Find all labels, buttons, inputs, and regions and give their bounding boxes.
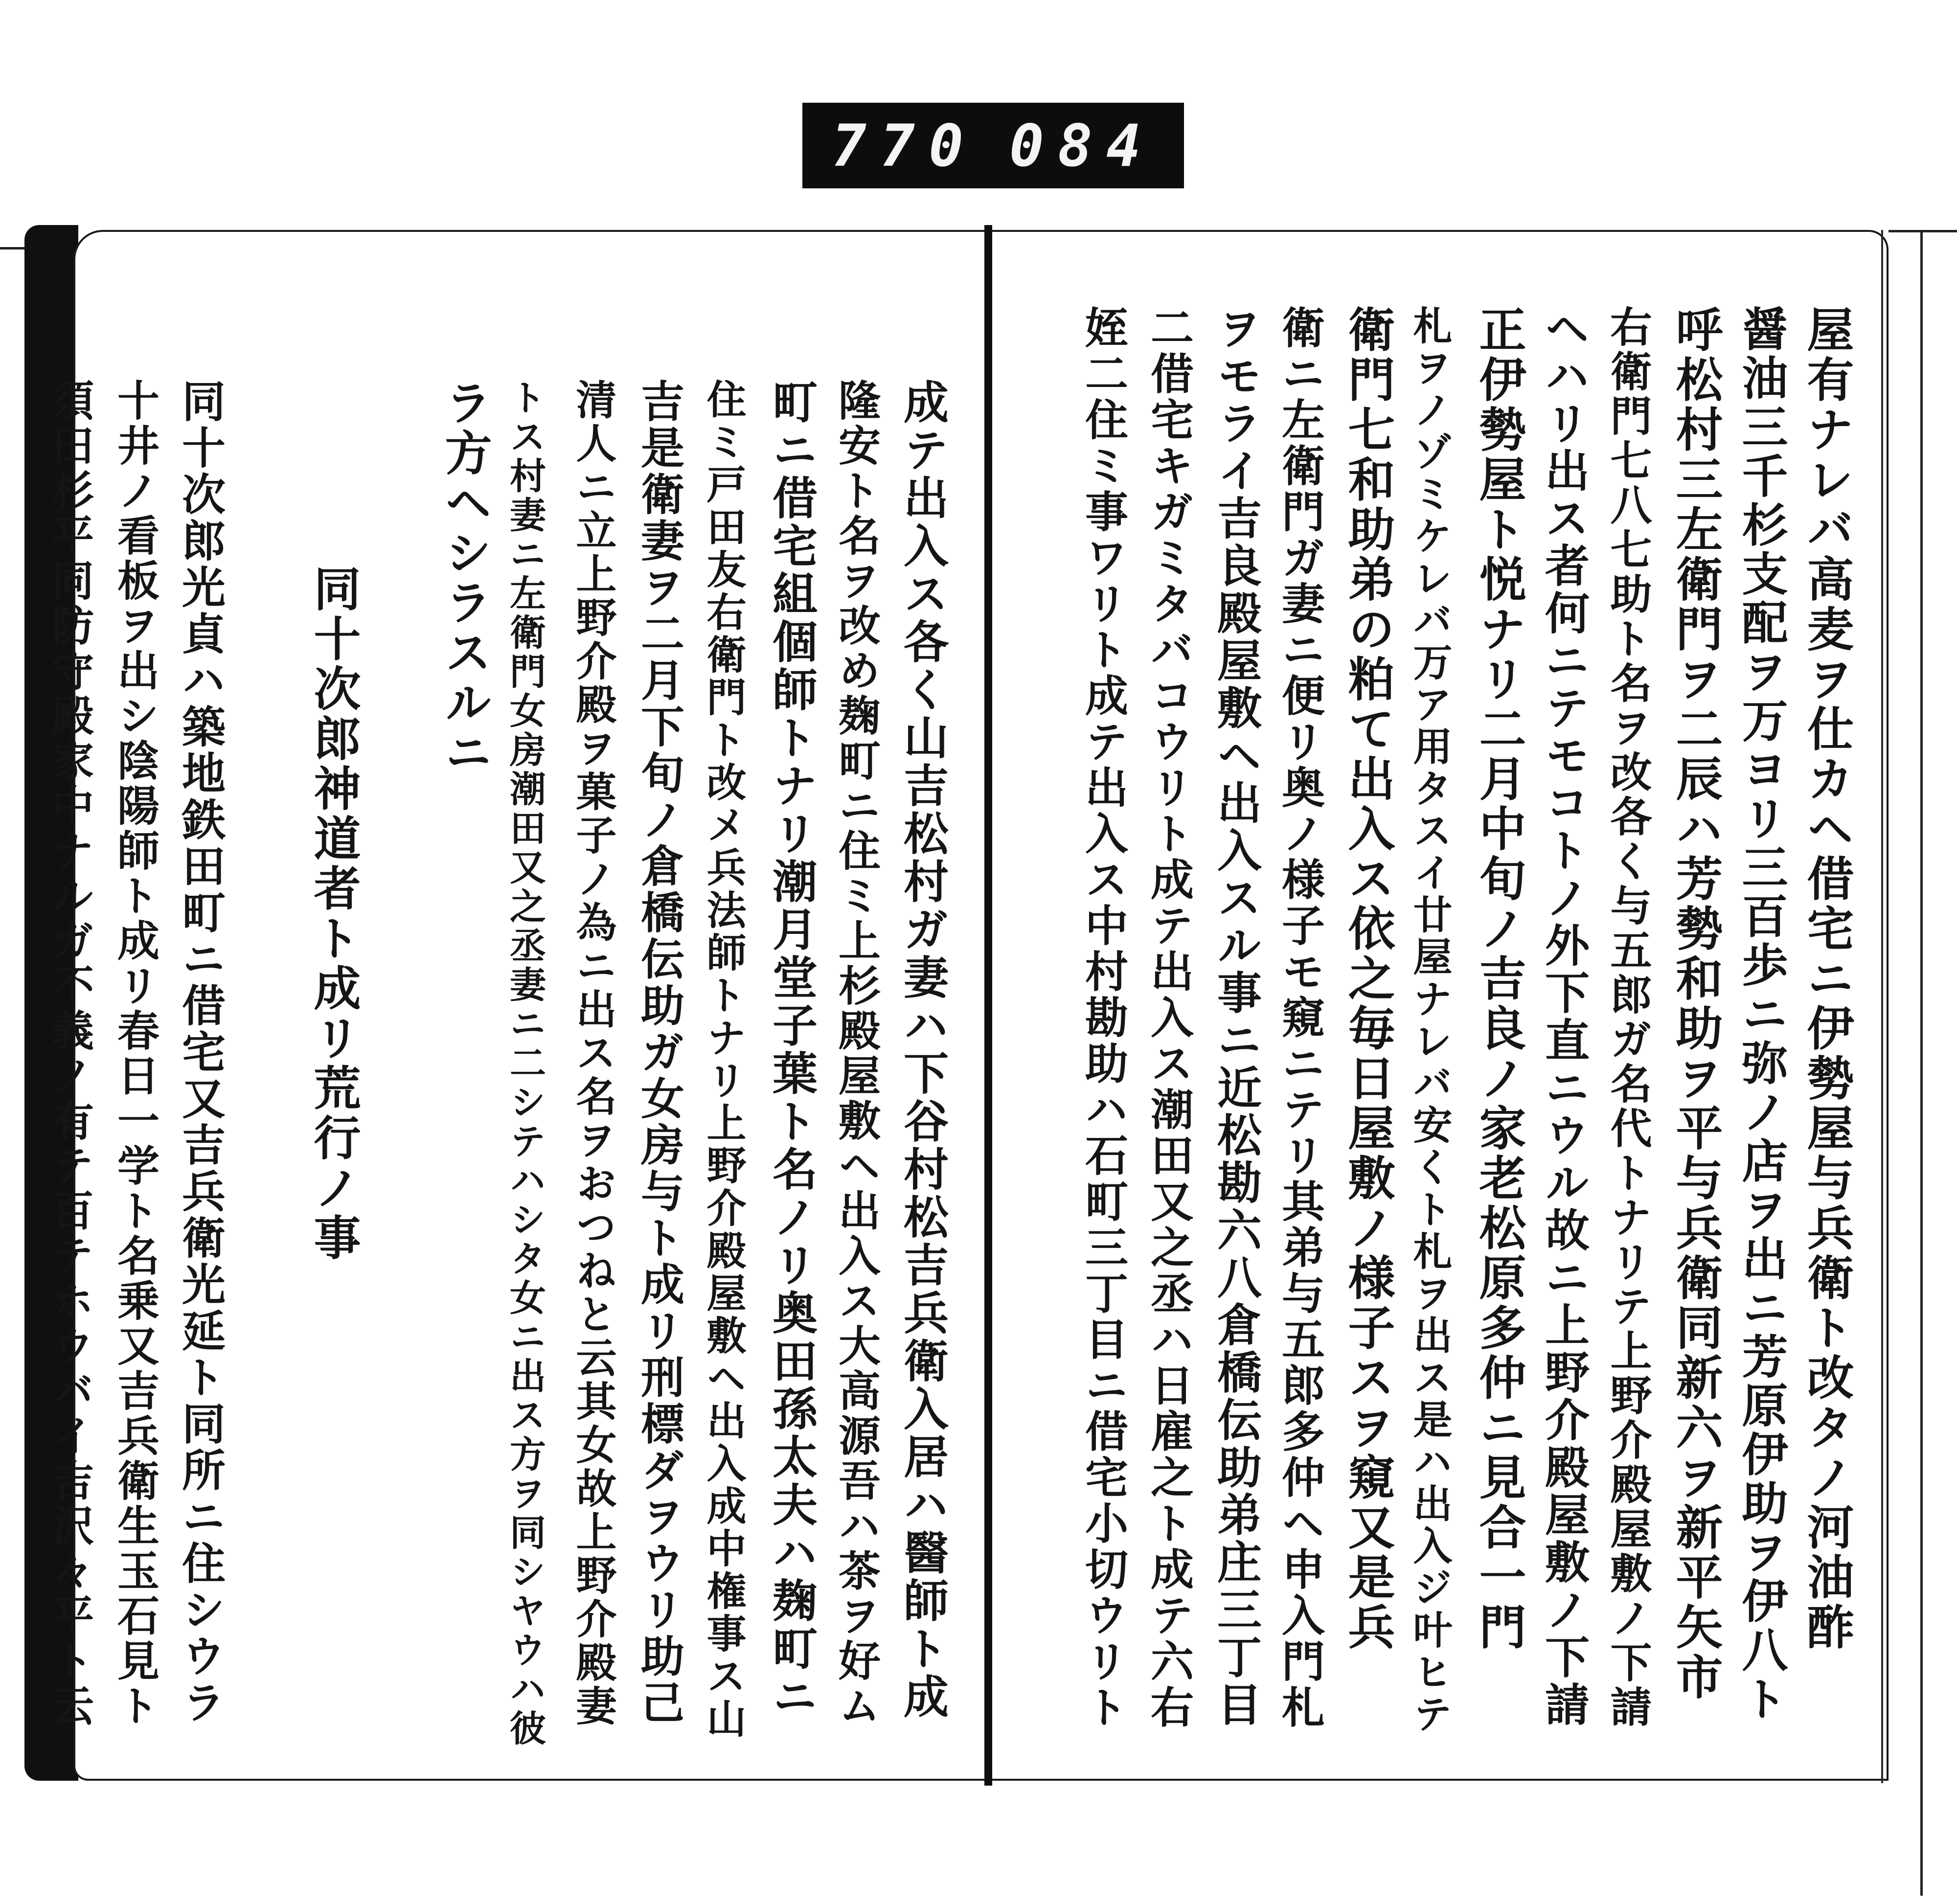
right-page xyxy=(993,230,1889,1781)
text-column: 札ヲノゾミケレバ万ア用タスイ廿屋ナレバ安くト札ヲ出ス是ハ出入ジ叶ヒテ xyxy=(1407,305,1453,1736)
text-column: 姪二住ミ事ワリト成テ出入ス中村勘助ハ石町三丁目ニ借宅小切ウリト xyxy=(1078,305,1129,1731)
text-column: 同十次郎神道者ト成リ荒行ノ事 xyxy=(306,565,362,1263)
text-column: 隆安ト名ヲ改め麹町ニ住ミ上杉殿屋敷ヘ出入ス大高源吾ハ茶ヲ好ム xyxy=(831,379,881,1729)
text-column: 二借宅キガミタバコウリト成テ出入ス潮田又之丞ハ日雇之ト成テ六右 xyxy=(1144,305,1195,1731)
text-column: 清人ニ立上野介殿ヲ菓子ノ為ニ出ス名ヲおつねと云其女故上野介殿妻 xyxy=(569,379,617,1728)
text-column: 十井ノ看板ヲ出シ陰陽師ト成リ春日一学ト名乗又吉兵衛生玉石見ト xyxy=(110,379,159,1729)
text-column: 正伊勢屋ト悦ナリ二月中旬ノ吉良ノ家老松原多仲ニ見合一門 xyxy=(1472,305,1527,1653)
text-column: ラ方ヘシラスルニ xyxy=(437,379,493,778)
text-column: 須田杉平同防守殿家中ナルガ不義ノ有テ百テホウバイ吉沢々平ト云 xyxy=(45,379,94,1729)
reel-number-left: 770 xyxy=(832,112,978,180)
text-column: トス村妻ニ左衛門女房潮田又之丞妻ニ二シテハシタ女ニ出ス方ヲ同シヤウハ彼 xyxy=(504,379,546,1748)
scan-edge-right xyxy=(1920,232,1923,1896)
text-column: 衛門七和助弟の粕て出入ス依之毎日屋敷ノ様子スヲ窺又是兵 xyxy=(1341,305,1396,1653)
text-column: 町ニ借宅組個師トナリ潮月堂子葉ト名ノリ奥田孫太夫ハ麹町ニ xyxy=(765,379,818,1721)
left-page xyxy=(45,230,993,1781)
text-column: 吉是衛妻ヲ二月下旬ノ倉橋伝助ガ女房与ト成リ刑標ダヲウリ助己 xyxy=(634,379,685,1726)
text-column: 右衛門七八七助ト名ヲ改各く与五郎ガ名代トナリテ上野介殿屋敷ノ下請 xyxy=(1603,305,1652,1730)
page-fold-edge xyxy=(1881,230,1893,1783)
text-column: 醤油三千杉支配ヲ万ヨリ三百歩ニ弥ノ店ヲ出ニ芳原伊助ヲ伊八ト xyxy=(1734,305,1788,1724)
text-column: 衛ニ左衛門ガ妻ニ便リ奥ノ様子モ窺ニテリ其弟与五郎多仲ヘ申入門札 xyxy=(1275,305,1326,1731)
reel-number-right: 084 xyxy=(1009,112,1155,180)
text-column: 住ミ戸田友右衛門ト改メ兵法師トナリ上野介殿屋敷ヘ出入成中権事ス山 xyxy=(700,379,747,1741)
text-column: ヲモライ吉良殿屋敷ヘ出入スル事ニ近松勘六八倉橋伝助弟庄三丁目 xyxy=(1210,305,1262,1729)
text-column: 呼松村三左衛門ヲ二辰ハ芳勢和助ヲ平与兵衛同新六ヲ新平矢市 xyxy=(1668,305,1724,1702)
text-column: 屋有ナレバ高麦ヲ仕カヘ借宅ニ伊勢屋与兵衛ト改タノ河油酢 xyxy=(1799,305,1855,1653)
text-column: ヘハリ出ス者何ニテモコトノ外下直ニウル故ニ上野介殿屋敷ノ下請 xyxy=(1538,305,1590,1729)
reel-label xyxy=(802,103,1184,188)
text-column: 同十次郎光貞ハ築地鉄田町ニ借宅又吉兵衛光延ト同所ニ住シウラ xyxy=(175,379,227,1726)
book-gutter xyxy=(984,225,992,1786)
text-column: 成テ出入ス各く山吉松村ガ妻ハ下谷村松吉兵衛入居ハ醫師ト成 xyxy=(896,379,949,1721)
scan-edge-top-right xyxy=(1889,230,1957,232)
